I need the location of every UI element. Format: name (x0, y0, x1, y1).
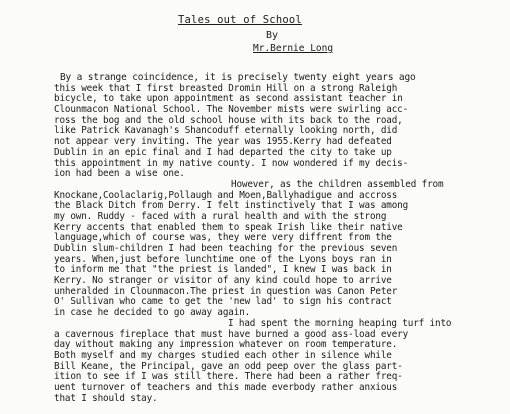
text-line: years. When,just before lunchtime one of the Lyons boys ran in (54, 253, 392, 265)
text-line: Both myself and my charges studied each other in silence while (54, 349, 392, 361)
text-line: bicycle, to take upon appointment as second assistant teacher in (54, 93, 403, 105)
text-line: Kerry. No stranger or visitor of any kind could hope to arrive (54, 275, 392, 287)
document-title: Tales out of School (178, 14, 302, 26)
text-line: Dublin slum-children I had been teaching for the previous seven (54, 243, 398, 254)
text-line: However, as the children assembled from (231, 178, 444, 190)
text-line: this appointment in my native county. I now wondered if my decis- (54, 157, 409, 169)
text-line: Bill Keane, the Principal, gave an odd peep over the glass part- (54, 360, 403, 372)
text-line: my own. Ruddy - faced with a rural health and with the strong (54, 210, 387, 222)
text-line: By a strange coincidence, it is precisely twenty eight years ago (60, 72, 416, 83)
text-line: uent turnover of teachers and this made everbody rather anxious (54, 381, 398, 393)
text-line: in case he decided to go away again. (54, 307, 251, 319)
text-line: to inform me that "the priest is landed", I knew I was back in (54, 264, 392, 276)
text-line: like Patrick Kavanagh's Shancoduff eternally looking north, did (54, 125, 398, 137)
text-line: day without making any impression whatever on room temperature. (54, 339, 398, 351)
text-line: not appear very inviting. The year was 1955.Kerry had defeated (54, 136, 392, 148)
text-line: O' Sullivan who came to get the 'new lad' to sign his contract (54, 296, 392, 308)
document-body (56, 73, 496, 404)
text-line: that I should stay. (54, 392, 158, 404)
text-line: language,which of course was, they were very diffrent from the (54, 232, 392, 244)
author-name: Mr.Bernie Long (253, 43, 334, 54)
text-line: a cavernous fireplace that must have burned a good ass-load every (54, 328, 409, 340)
text-line: this week that I first breasted Dromin Hill on a strong Raleigh (54, 82, 398, 94)
text-line: Kerry accents that enabled them to speak Irish like their native (54, 221, 403, 233)
text-line: ition to see if I was still there. There had been a rather freq- (54, 371, 403, 383)
text-line: Dublin in an epic final and I had departed the city to take up (54, 146, 392, 158)
byline-label: By (266, 30, 279, 41)
text-line: ross the bog and the old school house with its back to the road, (54, 114, 403, 126)
text-line: unheralded in Clounmacon.The priest in question was Canon Peter (54, 285, 398, 297)
text-line: Clounmacon National School. The November mists were swirling acc- (54, 104, 409, 116)
text-line: the Black Ditch from Derry. I felt instinctively that I was among (54, 200, 409, 212)
text-line: Knockane,Coolaclarig,Pollaugh and Moen,Ballyhadigue and accross (54, 189, 398, 201)
text-line: ion had been a wise one. (54, 168, 185, 180)
text-line: I had spent the morning heaping turf into (228, 317, 452, 329)
